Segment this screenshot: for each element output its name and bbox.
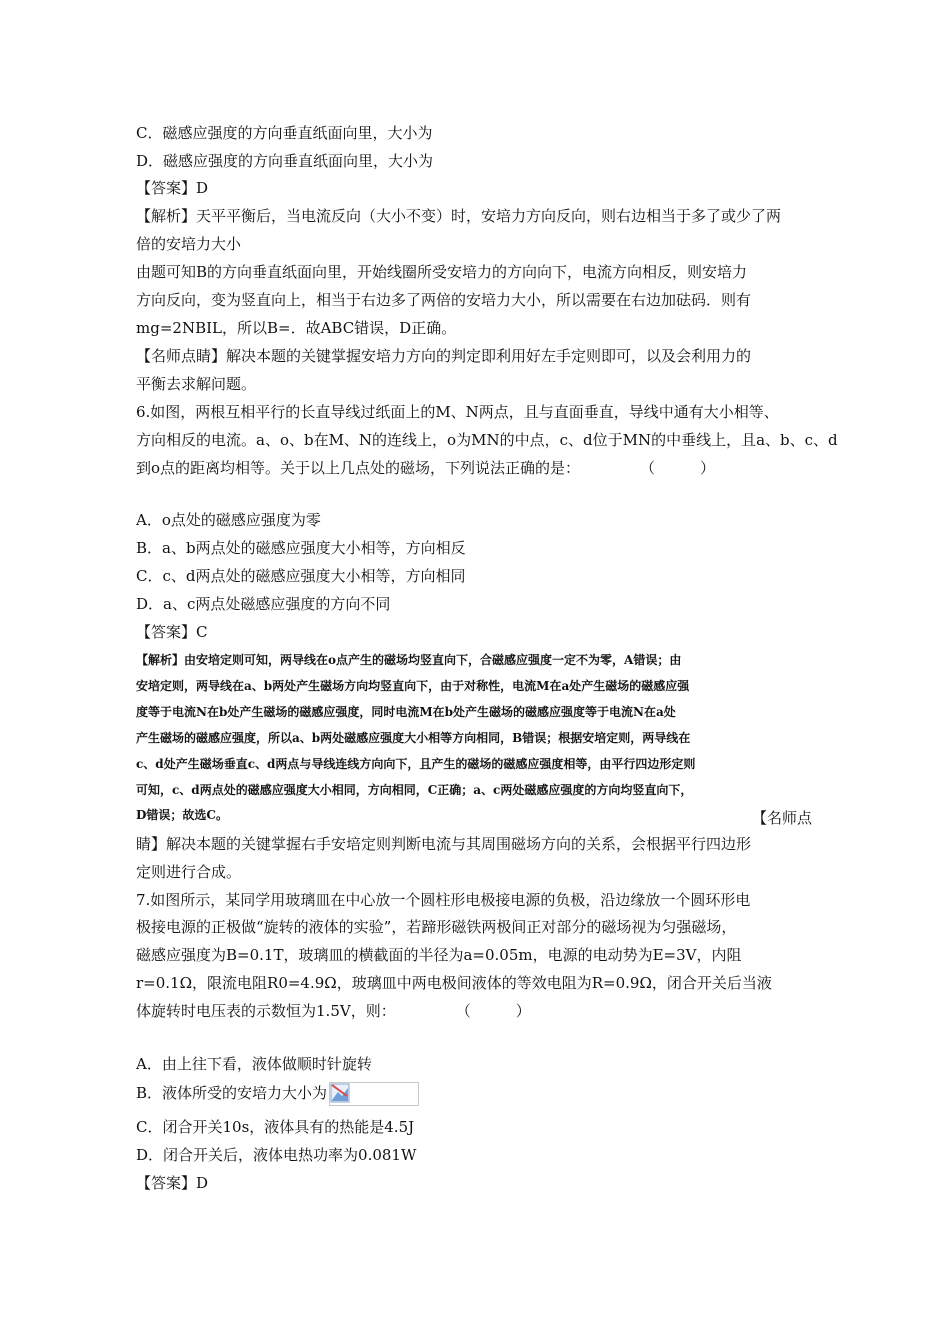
q7-stem-line: r=0.1Ω，限流电阻R0=4.9Ω，玻璃皿中两电极间液体的等效电阻为R=0.9Ω，闭合开关后当液 xyxy=(136,974,772,992)
q6-tip-label: 【名师点 xyxy=(752,809,813,827)
q7-answer: 【答案】D xyxy=(136,1174,209,1192)
broken-image-icon xyxy=(330,1083,350,1103)
q7-option-a: A．由上往下看，液体做顺时针旋转 xyxy=(136,1055,372,1073)
q7-option-b-text: B．液体所受的安培力大小为 xyxy=(136,1084,328,1102)
q5-analysis-line: 【解析】天平平衡后，当电流反向（大小不变）时，安培力方向反向，则右边相当于多了或少了两 xyxy=(136,207,782,225)
q5-tip-line: 【名师点睛】解决本题的关键掌握安培力方向的判定即利用好左手定则即可，以及会利用力的 xyxy=(136,347,752,365)
q7-option-c: C．闭合开关10s，液体具有的热能是4.5J xyxy=(136,1118,415,1136)
q5-tip-line: 平衡去求解问题。 xyxy=(136,375,257,393)
q6-stem-line: 方向相反的电流。a、o、b在M、N的连线上，o为MN的中点，c、d位于MN的中垂线上，且a、b、c、d xyxy=(136,431,838,449)
broken-image-placeholder xyxy=(329,1082,419,1106)
q5-answer: 【答案】D xyxy=(136,179,209,197)
q7-stem-line: 7.如图所示，某同学用玻璃皿在中心放一个圆柱形电极接电源的负极，沿边缘放一个圆环形电 xyxy=(136,891,751,909)
q7-option-b xyxy=(136,1082,419,1106)
q5-analysis-line: 倍的安培力大小 xyxy=(136,235,242,253)
q7-option-d: D．闭合开关后，液体电热功率为0.081W xyxy=(136,1146,417,1164)
q6-analysis-line: 安培定则，两导线在a、b两处产生磁场方向均竖直向下，由于对称性，电流M在a处产生磁场的磁感应强 xyxy=(136,679,690,693)
q6-option-a: A．o点处的磁感应强度为零 xyxy=(136,511,321,529)
q6-stem-line: 6.如图，两根互相平行的长直导线过纸面上的M、N两点，且与直面垂直，导线中通有大小相等、 xyxy=(136,403,779,421)
q5-option-c: C．磁感应强度的方向垂直纸面向里，大小为 xyxy=(136,124,433,142)
q6-stem-line: 到o点的距离均相等。关于以上几点处的磁场，下列说法正确的是： （ ） xyxy=(136,459,716,477)
q6-analysis-line: 产生磁场的磁感应强度，所以a、b两处磁感应强度大小相等方向相同，B错误；根据安培定则，两导线在 xyxy=(136,731,691,745)
q6-option-c: C．c、d两点处的磁感应强度大小相等，方向相同 xyxy=(136,567,466,585)
q5-analysis-line: mg=2NBIL，所以B=．故ABC错误，D正确。 xyxy=(136,319,457,337)
q6-answer: 【答案】C xyxy=(136,623,208,641)
q6-option-d: D．a、c两点处磁感应强度的方向不同 xyxy=(136,595,391,613)
q6-analysis-line: 可知，c、d两点处的磁感应强度大小相同，方向相同，C正确；a、c两处磁感应强度的方向均竖直向下， xyxy=(136,783,693,797)
q5-analysis-line: 由题可知B的方向垂直纸面向里，开始线圈所受安培力的方向向下，电流方向相反，则安培力 xyxy=(136,263,748,281)
q7-stem-line: 极接电源的正极做“旋转的液体的实验”，若蹄形磁铁两极间正对部分的磁场视为匀强磁场， xyxy=(136,918,737,936)
q6-analysis-line: 【解析】由安培定则可知，两导线在o点产生的磁场均竖直向下，合磁感应强度一定不为零，A错误；由 xyxy=(136,653,682,667)
q6-option-b: B．a、b两点处的磁感应强度大小相等，方向相反 xyxy=(136,539,466,557)
q6-tip-line: 定则进行合成。 xyxy=(136,863,242,881)
q6-analysis-line: c、d处产生磁场垂直c、d两点与导线连线方向向下，且产生的磁场的磁感应强度相等，由平行四边形定则 xyxy=(136,757,696,771)
q6-tip-line: 睛】解决本题的关键掌握右手安培定则判断电流与其周围磁场方向的关系，会根据平行四边形 xyxy=(136,835,752,853)
q7-stem-line: 体旋转时电压表的示数恒为1.5V，则： （ ） xyxy=(136,1002,531,1020)
q5-option-d: D．磁感应强度的方向垂直纸面向里，大小为 xyxy=(136,152,434,170)
q7-stem-line: 磁感应强度为B=0.1T，玻璃皿的横截面的半径为a=0.05m，电源的电动势为E=3V，内阻 xyxy=(136,946,742,964)
q5-analysis-line: 方向反向，变为竖直向上，相当于右边多了两倍的安培力大小，所以需要在右边加砝码．则有 xyxy=(136,291,752,309)
q6-analysis-line: D错误；故选C。 xyxy=(136,808,228,822)
q6-analysis-line: 度等于电流N在b处产生磁场的磁感应强度，同时电流M在b处产生磁场的磁感应强度等于电流N在a处 xyxy=(136,705,676,719)
